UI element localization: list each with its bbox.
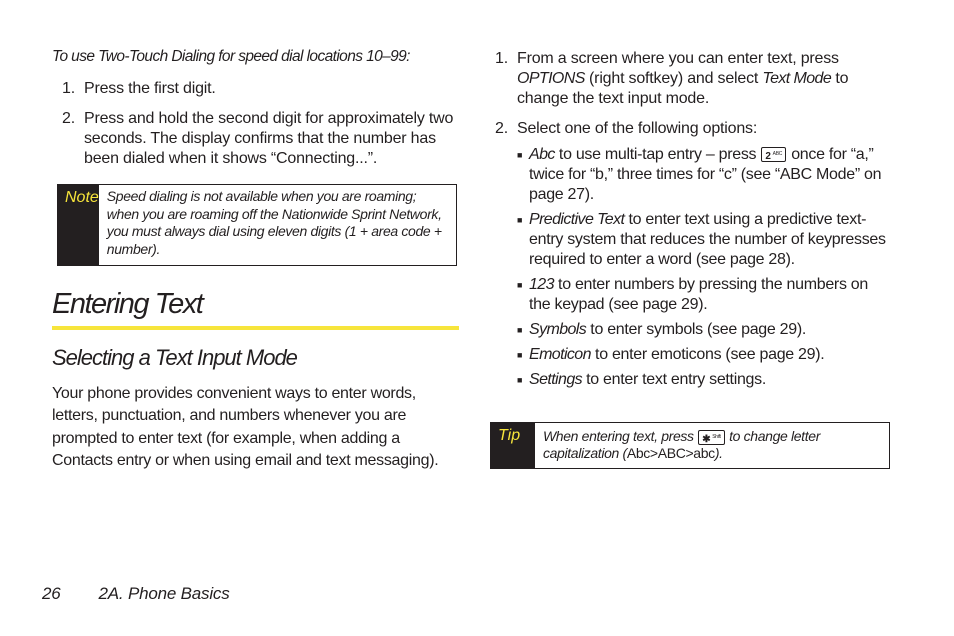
step-text-pre: From a screen where you can enter text, press bbox=[517, 50, 839, 67]
step-2 bbox=[62, 109, 460, 169]
tip-text-post: ). bbox=[714, 445, 723, 461]
tip-text-mid: to change letter capitalization ( bbox=[542, 428, 821, 461]
note-box bbox=[57, 184, 457, 266]
option-keyword: Abc bbox=[529, 146, 555, 163]
subsection-heading: Selecting a Text Input Mode bbox=[52, 345, 297, 370]
option-keyword: Settings bbox=[529, 371, 583, 388]
speed-dial-intro: To use Two-Touch Dialing for speed dial locations 10–99: bbox=[52, 48, 410, 65]
option-text: to enter emoticons (see page 29). bbox=[590, 346, 825, 363]
option-predictive bbox=[517, 210, 887, 270]
page-number: 26 bbox=[42, 584, 61, 603]
heading-rule bbox=[52, 326, 459, 330]
option-text: to use multi-tap entry – press bbox=[554, 146, 761, 163]
text-mode-label: Text Mode bbox=[762, 70, 832, 87]
step-number: 1. bbox=[495, 50, 508, 67]
option-text: to enter symbols (see page 29). bbox=[586, 321, 807, 338]
step-1 bbox=[495, 49, 887, 109]
shift-key-icon bbox=[698, 430, 724, 445]
option-emoticon bbox=[517, 345, 887, 365]
speed-dial-steps bbox=[62, 79, 460, 169]
key-sub: ABC bbox=[772, 151, 783, 158]
option-text: once for “a,” twice for “b,” three times for “c” (see “ABC Mode” on page 27). bbox=[529, 146, 882, 203]
page-footer bbox=[42, 584, 230, 604]
note-label: Note bbox=[58, 185, 99, 265]
section-name: 2A. Phone Basics bbox=[98, 584, 230, 603]
option-keyword: Emoticon bbox=[529, 346, 591, 363]
intro-paragraph: Your phone provides convenient ways to enter words, letters, punctuation, and numbers whenever you are prompted to enter text (for example, when adding a Contacts entry or when using email and text messaging). bbox=[52, 385, 439, 470]
text-mode-options bbox=[517, 145, 887, 390]
option-symbols bbox=[517, 320, 887, 340]
option-keyword: 123 bbox=[529, 276, 554, 293]
step-number: 1. bbox=[62, 80, 75, 97]
bullet: ■ bbox=[517, 375, 523, 385]
tip-text-pre: When entering text, press bbox=[542, 428, 698, 444]
key-sub: Shift bbox=[712, 433, 721, 440]
bullet: ■ bbox=[517, 150, 523, 160]
option-text: to enter text using a predictive text-entry system that reduces the number of keypresses required to enter a word (see page 28). bbox=[529, 211, 886, 268]
step-text: Press and hold the second digit for approximately two seconds. The display confirms that the number has been dialed when it shows “Connecting...”. bbox=[84, 110, 454, 167]
step-text-mid: (right softkey) and select bbox=[584, 70, 763, 87]
options-softkey-label: OPTIONS bbox=[517, 70, 585, 87]
option-keyword: Symbols bbox=[529, 321, 587, 338]
key-2-icon bbox=[761, 147, 786, 162]
step-text: Press the first digit. bbox=[84, 80, 216, 97]
bullet: ■ bbox=[517, 325, 523, 335]
key-main: 2 bbox=[765, 151, 771, 163]
step-text: Select one of the following options: bbox=[517, 120, 758, 137]
section-heading: Entering Text bbox=[52, 288, 203, 320]
bullet: ■ bbox=[517, 280, 523, 290]
option-abc bbox=[517, 145, 887, 205]
option-123 bbox=[517, 275, 887, 315]
step-1 bbox=[62, 79, 460, 99]
text-mode-steps bbox=[495, 49, 887, 395]
tip-box bbox=[490, 422, 890, 469]
step-number: 2. bbox=[62, 110, 75, 127]
option-settings bbox=[517, 370, 887, 390]
bullet: ■ bbox=[517, 350, 523, 360]
note-text: Speed dialing is not available when you are roaming; when you are roaming off the Nationwide Sprint Network, you must always dial using eleven digits (1 + area code + number). bbox=[106, 188, 442, 257]
capitalization-modes: Abc>ABC>abc bbox=[626, 445, 715, 461]
step-text-post: to change the text input mode. bbox=[517, 70, 849, 107]
tip-label: Tip bbox=[491, 423, 535, 468]
key-main: ✱ bbox=[702, 433, 711, 445]
option-text: to enter numbers by pressing the numbers on the keypad (see page 29). bbox=[529, 276, 868, 313]
option-text: to enter text entry settings. bbox=[582, 371, 767, 388]
option-keyword: Predictive Text bbox=[529, 211, 625, 228]
tip-text bbox=[535, 423, 889, 468]
step-number: 2. bbox=[495, 120, 508, 137]
bullet: ■ bbox=[517, 215, 523, 225]
step-2 bbox=[495, 119, 887, 390]
